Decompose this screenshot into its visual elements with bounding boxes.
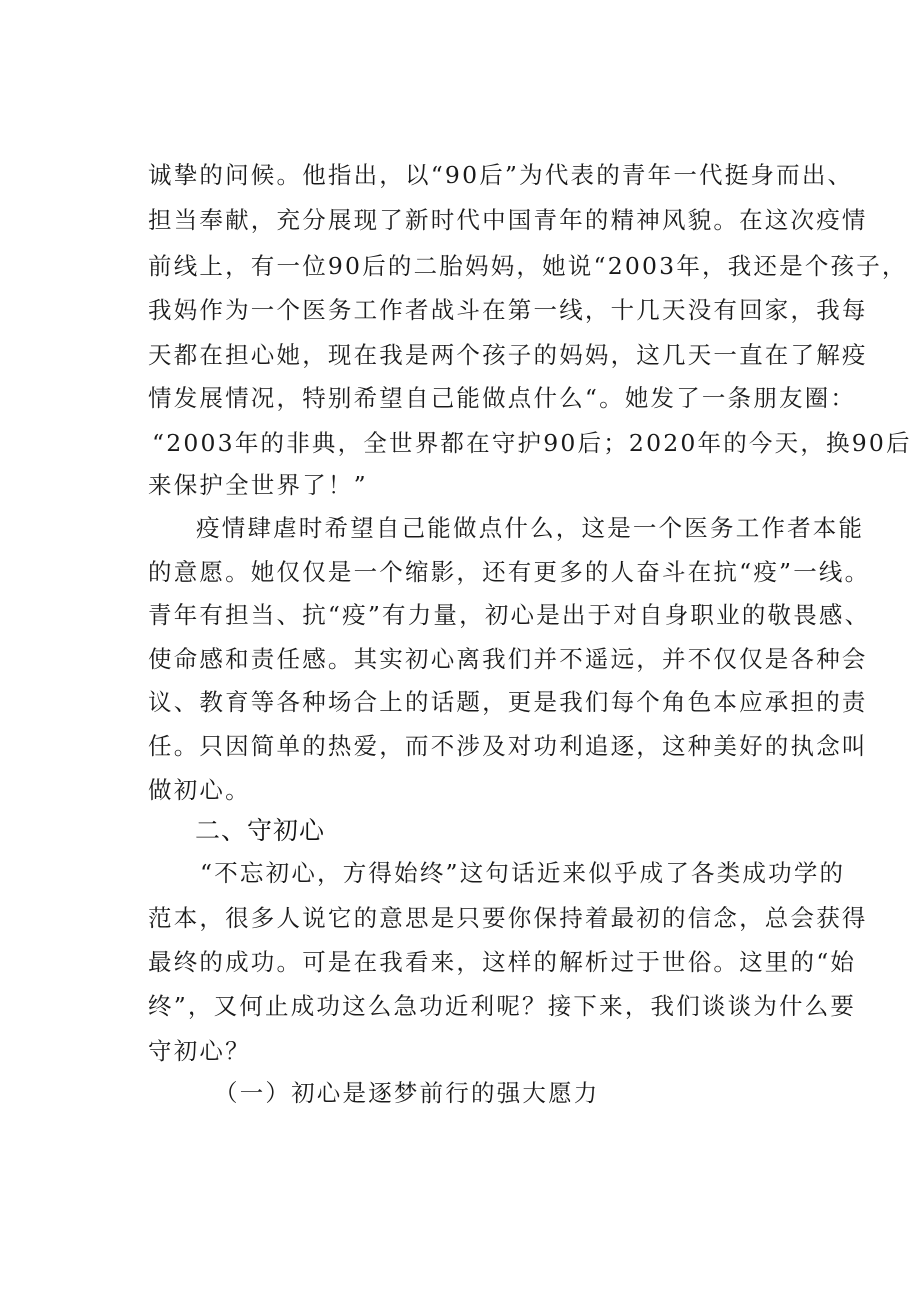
body-text-line: 范本，很多人说它的意思是只要你保持着最初的信念，总会获得 bbox=[148, 904, 868, 932]
body-text-line: 任。只因简单的热爱，而不涉及对功利追逐，这种美好的执念叫 bbox=[148, 732, 868, 760]
body-text-line: 前线上，有一位90后的二胎妈妈，她说“2003年，我还是个孩子， bbox=[148, 252, 908, 280]
body-text-line: 疫情肆虐时希望自己能做点什么，这是一个医务工作者本能 bbox=[196, 514, 865, 542]
section-heading: 二、守初心 bbox=[195, 816, 326, 845]
body-text-line: 天都在担心她，现在我是两个孩子的妈妈，这几天一直在了解疫 bbox=[148, 341, 868, 369]
body-text-line: 青年有担当、抗“疫”有力量，初心是出于对自身职业的敬畏感、 bbox=[148, 601, 871, 629]
body-text-line: 诚挚的问候。他指出，以“90后”为代表的青年一代挺身而出、 bbox=[148, 161, 854, 189]
body-text-line: 使命感和责任感。其实初心离我们并不遥远，并不仅仅是各种会 bbox=[148, 645, 868, 673]
subsection-heading: （一）初心是逐梦前行的强大愿力 bbox=[214, 1079, 600, 1107]
body-text-line: 情发展情况，特别希望自己能做点什么“。她发了一条朋友圈： bbox=[148, 384, 857, 412]
body-text-line: 最终的成功。可是在我看来，这样的解析过于世俗。这里的“始 bbox=[148, 948, 857, 976]
body-text-line: 议、教育等各种场合上的话题，更是我们每个角色本应承担的责 bbox=[148, 688, 868, 716]
body-text-line: 担当奉献，充分展现了新时代中国青年的精神风貌。在这次疫情 bbox=[148, 206, 868, 234]
body-text-line: 做初心。 bbox=[148, 776, 251, 804]
body-text-line: 守初心？ bbox=[148, 1037, 251, 1065]
body-text-line: 来保护全世界了！” bbox=[148, 471, 368, 499]
body-text-line: 我妈作为一个医务工作者战斗在第一线，十几天没有回家，我每 bbox=[148, 296, 868, 324]
body-text-line: 的意愿。她仅仅是一个缩影，还有更多的人奋斗在抗“疫”一线。 bbox=[148, 558, 871, 586]
body-text-line: 终”，又何止成功这么急功近利呢？接下来，我们谈谈为什么要 bbox=[148, 992, 857, 1020]
body-text-line: “2003年的非典，全世界都在守护90后；2020年的今天，换90后 bbox=[152, 429, 912, 457]
body-text-line: “不忘初心，方得始终”这句话近来似乎成了各类成功学的 bbox=[200, 859, 846, 887]
